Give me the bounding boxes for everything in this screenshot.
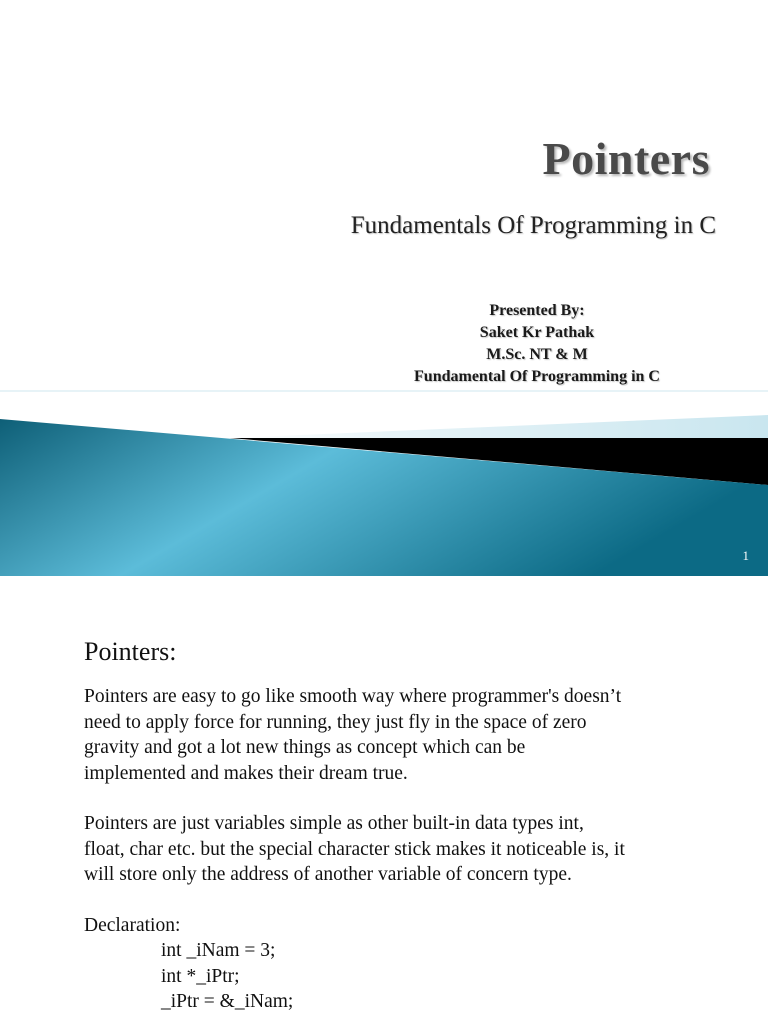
code-line: _iPtr = &_iNam; (161, 991, 294, 1012)
document-heading: Pointers: (84, 637, 177, 666)
code-line: int *_iPtr; (161, 965, 240, 987)
declaration-label: Declaration: (84, 914, 181, 936)
text-line: implemented and makes their dream true. (84, 762, 408, 784)
declaration-block (84, 913, 724, 1015)
text-line: gravity and got a lot new things as concept which can be (84, 737, 526, 758)
slide-decorative-banner (0, 385, 768, 576)
text-line: float, char etc. but the special character stick makes it noticeable is, it (84, 838, 625, 860)
code-line: int _iNam = 3; (161, 940, 276, 961)
text-line: Pointers are just variables simple as other built-in data types int, (84, 813, 584, 834)
text-line: Pointers are easy to go like smooth way where programmer's doesn’t (84, 686, 622, 707)
slide-number: 1 (742, 548, 749, 563)
text-line: will store only the address of another variable of concern type. (84, 864, 572, 885)
slide-title: Pointers (542, 133, 710, 184)
presenter-line: Saket Kr Pathak (479, 324, 595, 341)
paragraph-intro (84, 684, 724, 786)
presenter-line: M.Sc. NT & M (486, 346, 588, 363)
text-line: need to apply force for running, they just fly in the space of zero (84, 711, 587, 733)
presenter-line: Presented By: (489, 302, 585, 319)
presenter-line: Fundamental Of Programming in C (414, 368, 660, 385)
light-stripe (230, 415, 768, 438)
presenter-info (360, 300, 714, 388)
document-body (84, 634, 724, 1015)
paragraph-definition (84, 811, 724, 888)
slide-subtitle: Fundamentals Of Programming in C (350, 212, 716, 239)
